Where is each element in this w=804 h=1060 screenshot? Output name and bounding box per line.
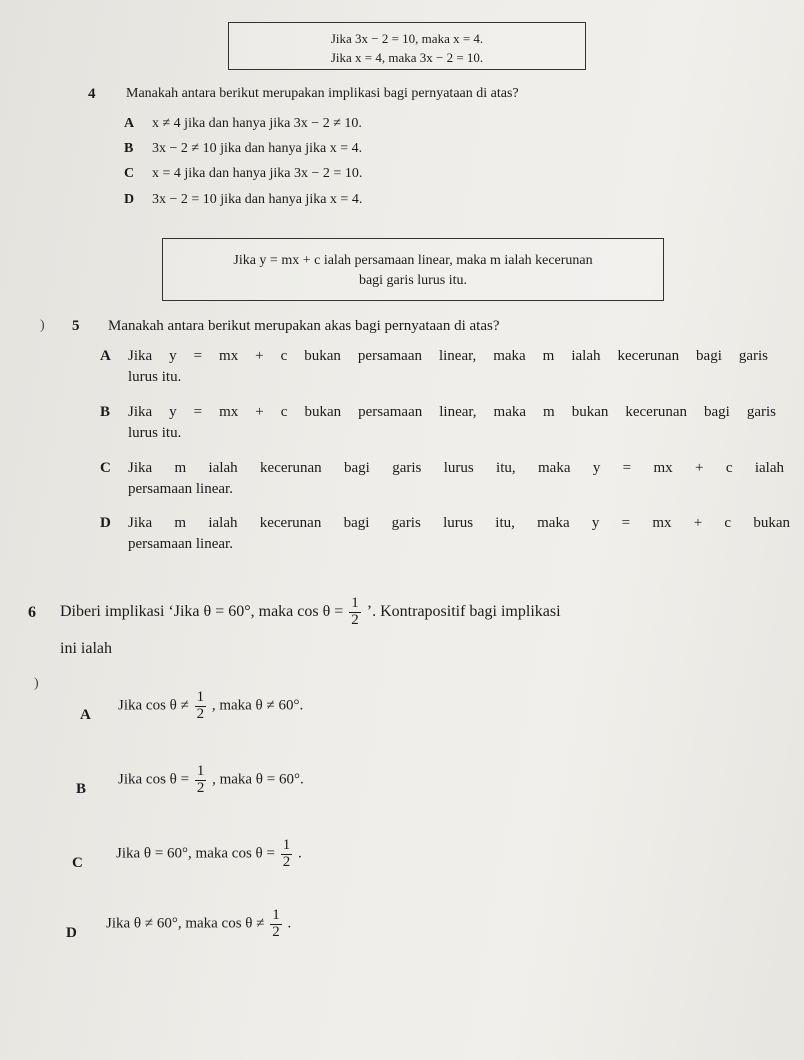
question-number: 5 xyxy=(72,318,80,334)
box-top-line2: Jika x = 4, maka 3x − 2 = 10. xyxy=(330,49,484,65)
option-text-line1: Jika y = mx + c bukan persamaan linear, maka m ialah kecerunan bagi garis xyxy=(128,348,768,364)
fraction-one-half xyxy=(349,596,361,629)
option-text-post: . xyxy=(297,845,302,862)
fraction-denominator: 2 xyxy=(196,779,205,796)
fraction-numerator: 1 xyxy=(272,907,280,923)
option-text: 3x − 2 = 10 jika dan hanya jika x = 4. xyxy=(152,192,363,207)
option-text-pre: Jika θ ≠ 60°, maka cos θ ≠ xyxy=(106,915,265,932)
statement-box-mid xyxy=(162,238,664,301)
option-text xyxy=(116,838,302,871)
fraction-numerator: 1 xyxy=(282,837,291,853)
option-text-line2: lurus itu. xyxy=(128,369,182,385)
fraction-one-half xyxy=(281,838,293,871)
option-text-line1: Jika m ialah kecerunan bagi garis lurus itu, maka y = mx + c bukan xyxy=(128,515,790,531)
fraction-denominator: 2 xyxy=(272,923,280,940)
option-text: x ≠ 4 jika dan hanya jika 3x − 2 ≠ 10. xyxy=(152,116,362,131)
question-number: 4 xyxy=(88,86,96,102)
fraction-denominator: 2 xyxy=(351,611,359,628)
option-text xyxy=(118,764,304,797)
option-text: x = 4 jika dan hanya jika 3x − 2 = 10. xyxy=(152,166,363,181)
fraction-denominator: 2 xyxy=(282,853,291,870)
option-letter: C xyxy=(72,855,83,871)
option-text: 3x − 2 ≠ 10 jika dan hanya jika x = 4. xyxy=(152,141,363,156)
statement-box-top xyxy=(228,22,586,70)
option-letter: D xyxy=(100,515,111,531)
option-text-line2: persamaan linear. xyxy=(128,536,233,552)
option-letter: B xyxy=(76,781,87,797)
option-text-post: , maka θ ≠ 60°. xyxy=(211,697,304,714)
option-letter: B xyxy=(100,404,111,420)
fraction-one-half xyxy=(195,690,207,723)
question-text: Manakah antara berikut merupakan implikasi bagi pernyataan di atas? xyxy=(126,86,519,101)
option-letter: A xyxy=(80,707,91,723)
option-text-pre: Jika cos θ ≠ xyxy=(118,697,189,714)
option-text-line2: lurus itu. xyxy=(128,425,182,441)
fraction-numerator: 1 xyxy=(196,763,205,779)
option-text-pre: Jika cos θ = xyxy=(118,771,190,788)
fraction-one-half xyxy=(270,908,282,941)
option-text-line1: Jika m ialah kecerunan bagi garis lurus itu, maka y = mx + c ialah xyxy=(128,460,784,476)
question-text: Manakah antara berikut merupakan akas bagi pernyataan di atas? xyxy=(108,318,500,334)
question-number: 6 xyxy=(28,604,36,621)
fraction-one-half xyxy=(195,764,207,797)
margin-mark: ) xyxy=(34,676,39,691)
margin-mark: ) xyxy=(40,318,45,333)
option-letter: C xyxy=(124,166,135,181)
option-text-post: , maka θ = 60°. xyxy=(212,771,304,788)
box-mid-line1: Jika y = mx + c ialah persamaan linear, maka m ialah kecerunan xyxy=(233,253,593,268)
question-text-post: ’. Kontrapositif bagi implikasi xyxy=(366,602,561,620)
option-text-line1: Jika y = mx + c bukan persamaan linear, maka m bukan kecerunan bagi garis xyxy=(128,404,776,420)
option-letter: D xyxy=(66,925,77,941)
question-text-line1 xyxy=(60,596,561,629)
fraction-numerator: 1 xyxy=(351,595,359,611)
option-letter: A xyxy=(124,116,135,131)
option-letter: C xyxy=(100,460,111,476)
box-mid-line2: bagi garis lurus itu. xyxy=(358,273,468,289)
option-text-line2: persamaan linear. xyxy=(128,481,233,497)
option-text xyxy=(106,908,291,941)
fraction-denominator: 2 xyxy=(196,705,205,722)
option-text xyxy=(118,690,303,723)
option-text-post: . xyxy=(287,915,292,932)
question-text-pre: Diberi implikasi ‘Jika θ = 60°, maka cos θ = xyxy=(60,602,344,620)
box-top-line1: Jika 3x − 2 = 10, maka x = 4. xyxy=(330,31,484,46)
option-text-pre: Jika θ = 60°, maka cos θ = xyxy=(116,845,275,862)
fraction-numerator: 1 xyxy=(196,689,205,705)
option-letter: B xyxy=(124,141,134,156)
question-text-line2: ini ialah xyxy=(60,640,112,657)
option-letter: D xyxy=(124,192,135,207)
option-letter: A xyxy=(100,348,111,364)
